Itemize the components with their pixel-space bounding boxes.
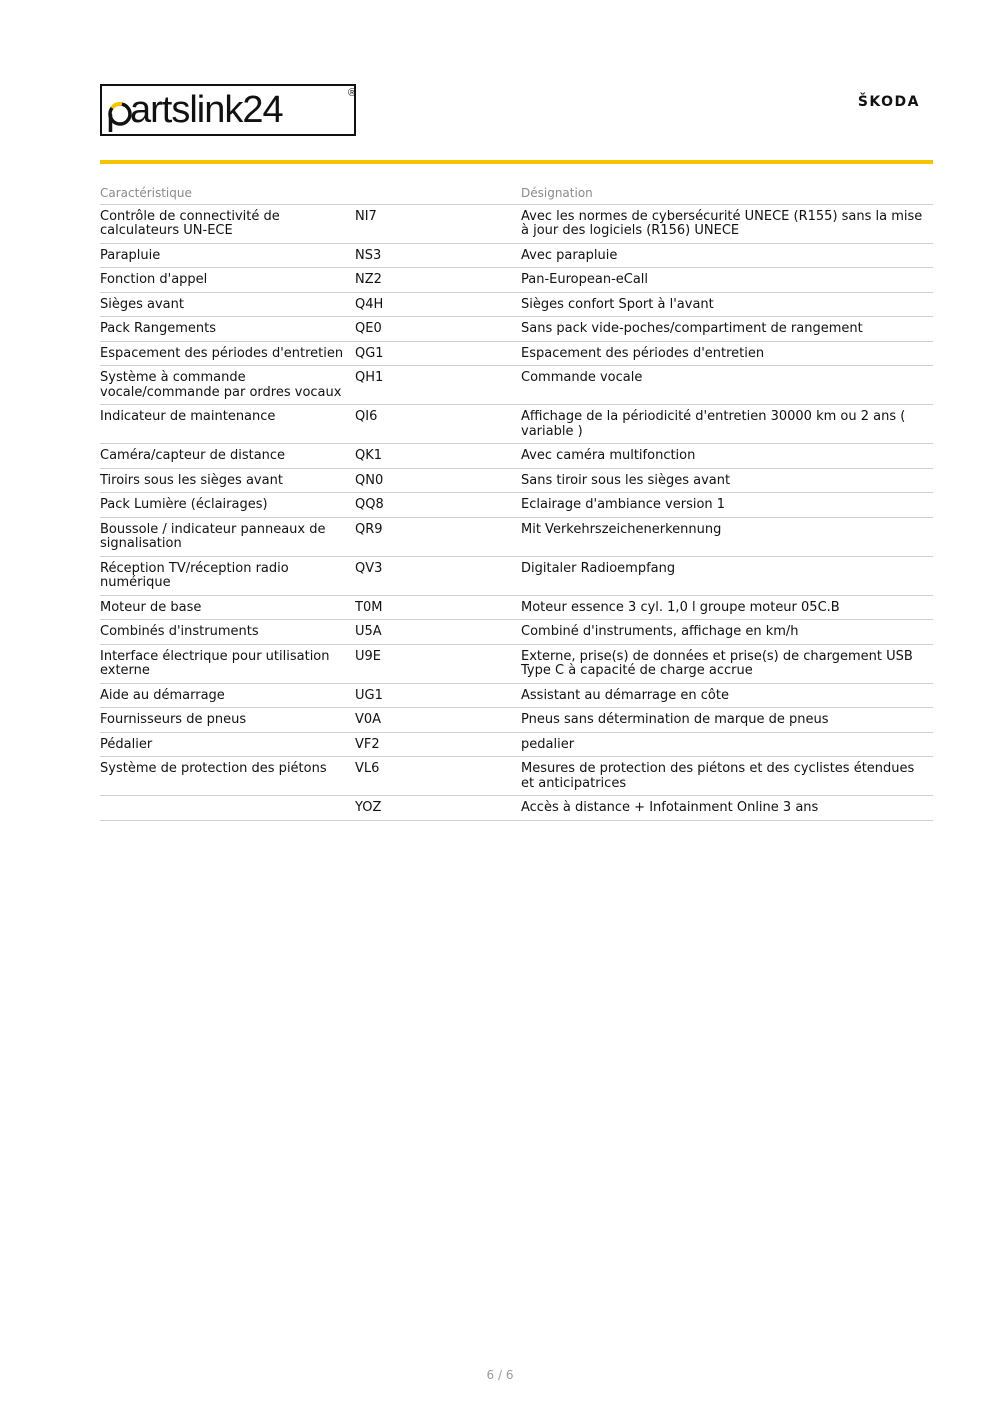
feature-cell: Contrôle de connectivité de calculateurs UN-ECE <box>100 204 355 243</box>
table-row <box>100 708 933 733</box>
table-row <box>100 341 933 366</box>
designation-cell: Assistant au démarrage en côte <box>521 683 933 708</box>
equipment-table <box>100 182 933 821</box>
code-cell: T0M <box>355 595 521 620</box>
code-cell: VL6 <box>355 757 521 796</box>
code-cell: U9E <box>355 644 521 683</box>
feature-cell: Indicateur de maintenance <box>100 405 355 444</box>
code-cell: YOZ <box>355 796 521 821</box>
designation-cell: Eclairage d'ambiance version 1 <box>521 493 933 518</box>
partslink24-logo <box>100 84 356 136</box>
designation-cell: Affichage de la périodicité d'entretien 30000 km ou 2 ans ( variable ) <box>521 405 933 444</box>
feature-cell: Interface électrique pour utilisation externe <box>100 644 355 683</box>
table-row <box>100 493 933 518</box>
code-cell: U5A <box>355 620 521 645</box>
table-row <box>100 317 933 342</box>
column-header-feature: Caractéristique <box>100 182 355 204</box>
logo-wordmark: artslink24 <box>130 89 283 131</box>
code-cell: QN0 <box>355 468 521 493</box>
feature-cell: Moteur de base <box>100 595 355 620</box>
feature-cell <box>100 796 355 821</box>
code-cell: NI7 <box>355 204 521 243</box>
designation-cell: Accès à distance + Infotainment Online 3 ans <box>521 796 933 821</box>
table-header-row <box>100 182 933 204</box>
code-cell: QQ8 <box>355 493 521 518</box>
table-row <box>100 595 933 620</box>
column-header-code <box>355 182 521 204</box>
feature-cell: Système à commande vocale/commande par ordres vocaux <box>100 366 355 405</box>
code-cell: V0A <box>355 708 521 733</box>
designation-cell: Sièges confort Sport à l'avant <box>521 292 933 317</box>
registered-mark: ® <box>348 87 357 99</box>
feature-cell: Espacement des périodes d'entretien <box>100 341 355 366</box>
designation-cell: Moteur essence 3 cyl. 1,0 l groupe moteur 05C.B <box>521 595 933 620</box>
table-row <box>100 556 933 595</box>
table-row <box>100 644 933 683</box>
designation-cell: Avec caméra multifonction <box>521 444 933 469</box>
feature-cell: Système de protection des piétons <box>100 757 355 796</box>
column-header-designation: Désignation <box>521 182 933 204</box>
feature-cell: Fournisseurs de pneus <box>100 708 355 733</box>
table-row <box>100 268 933 293</box>
designation-cell: Externe, prise(s) de données et prise(s) de chargement USB Type C à capacité de charge accrue <box>521 644 933 683</box>
table-row <box>100 683 933 708</box>
feature-cell: Pack Rangements <box>100 317 355 342</box>
feature-cell: Caméra/capteur de distance <box>100 444 355 469</box>
designation-cell: Pan-European-eCall <box>521 268 933 293</box>
table-row <box>100 204 933 243</box>
designation-cell: Mit Verkehrszeichenerkennung <box>521 517 933 556</box>
table-row <box>100 468 933 493</box>
feature-cell: Pédalier <box>100 732 355 757</box>
designation-cell: Pneus sans détermination de marque de pneus <box>521 708 933 733</box>
designation-cell: Espacement des périodes d'entretien <box>521 341 933 366</box>
feature-cell: Sièges avant <box>100 292 355 317</box>
table-row <box>100 292 933 317</box>
skoda-brand-logo: ŠKODA <box>857 94 920 110</box>
code-cell: QG1 <box>355 341 521 366</box>
code-cell: QR9 <box>355 517 521 556</box>
feature-cell: Combinés d'instruments <box>100 620 355 645</box>
designation-cell: Commande vocale <box>521 366 933 405</box>
partslink24-logo-mark <box>100 84 370 140</box>
designation-cell: Mesures de protection des piétons et des cyclistes étendues et anticipatrices <box>521 757 933 796</box>
designation-cell: pedalier <box>521 732 933 757</box>
code-cell: Q4H <box>355 292 521 317</box>
code-cell: UG1 <box>355 683 521 708</box>
table-row <box>100 757 933 796</box>
table-row <box>100 517 933 556</box>
designation-cell: Digitaler Radioempfang <box>521 556 933 595</box>
table-row <box>100 444 933 469</box>
code-cell: QK1 <box>355 444 521 469</box>
code-cell: QH1 <box>355 366 521 405</box>
code-cell: NS3 <box>355 243 521 268</box>
code-cell: VF2 <box>355 732 521 757</box>
table-row <box>100 405 933 444</box>
feature-cell: Boussole / indicateur panneaux de signalisation <box>100 517 355 556</box>
table-row <box>100 732 933 757</box>
header-divider <box>100 160 933 164</box>
designation-cell: Sans tiroir sous les sièges avant <box>521 468 933 493</box>
table-row <box>100 366 933 405</box>
code-cell: NZ2 <box>355 268 521 293</box>
table-row <box>100 796 933 821</box>
designation-cell: Combiné d'instruments, affichage en km/h <box>521 620 933 645</box>
feature-cell: Pack Lumière (éclairages) <box>100 493 355 518</box>
code-cell: QE0 <box>355 317 521 342</box>
table-row <box>100 620 933 645</box>
code-cell: QV3 <box>355 556 521 595</box>
feature-cell: Réception TV/réception radio numérique <box>100 556 355 595</box>
code-cell: QI6 <box>355 405 521 444</box>
feature-cell: Aide au démarrage <box>100 683 355 708</box>
feature-cell: Fonction d'appel <box>100 268 355 293</box>
designation-cell: Avec les normes de cybersécurité UNECE (R155) sans la mise à jour des logiciels (R156) UNECE <box>521 204 933 243</box>
designation-cell: Sans pack vide-poches/compartiment de rangement <box>521 317 933 342</box>
feature-cell: Tiroirs sous les sièges avant <box>100 468 355 493</box>
designation-cell: Avec parapluie <box>521 243 933 268</box>
page-number: 6 / 6 <box>486 1368 514 1382</box>
feature-cell: Parapluie <box>100 243 355 268</box>
table-row <box>100 243 933 268</box>
